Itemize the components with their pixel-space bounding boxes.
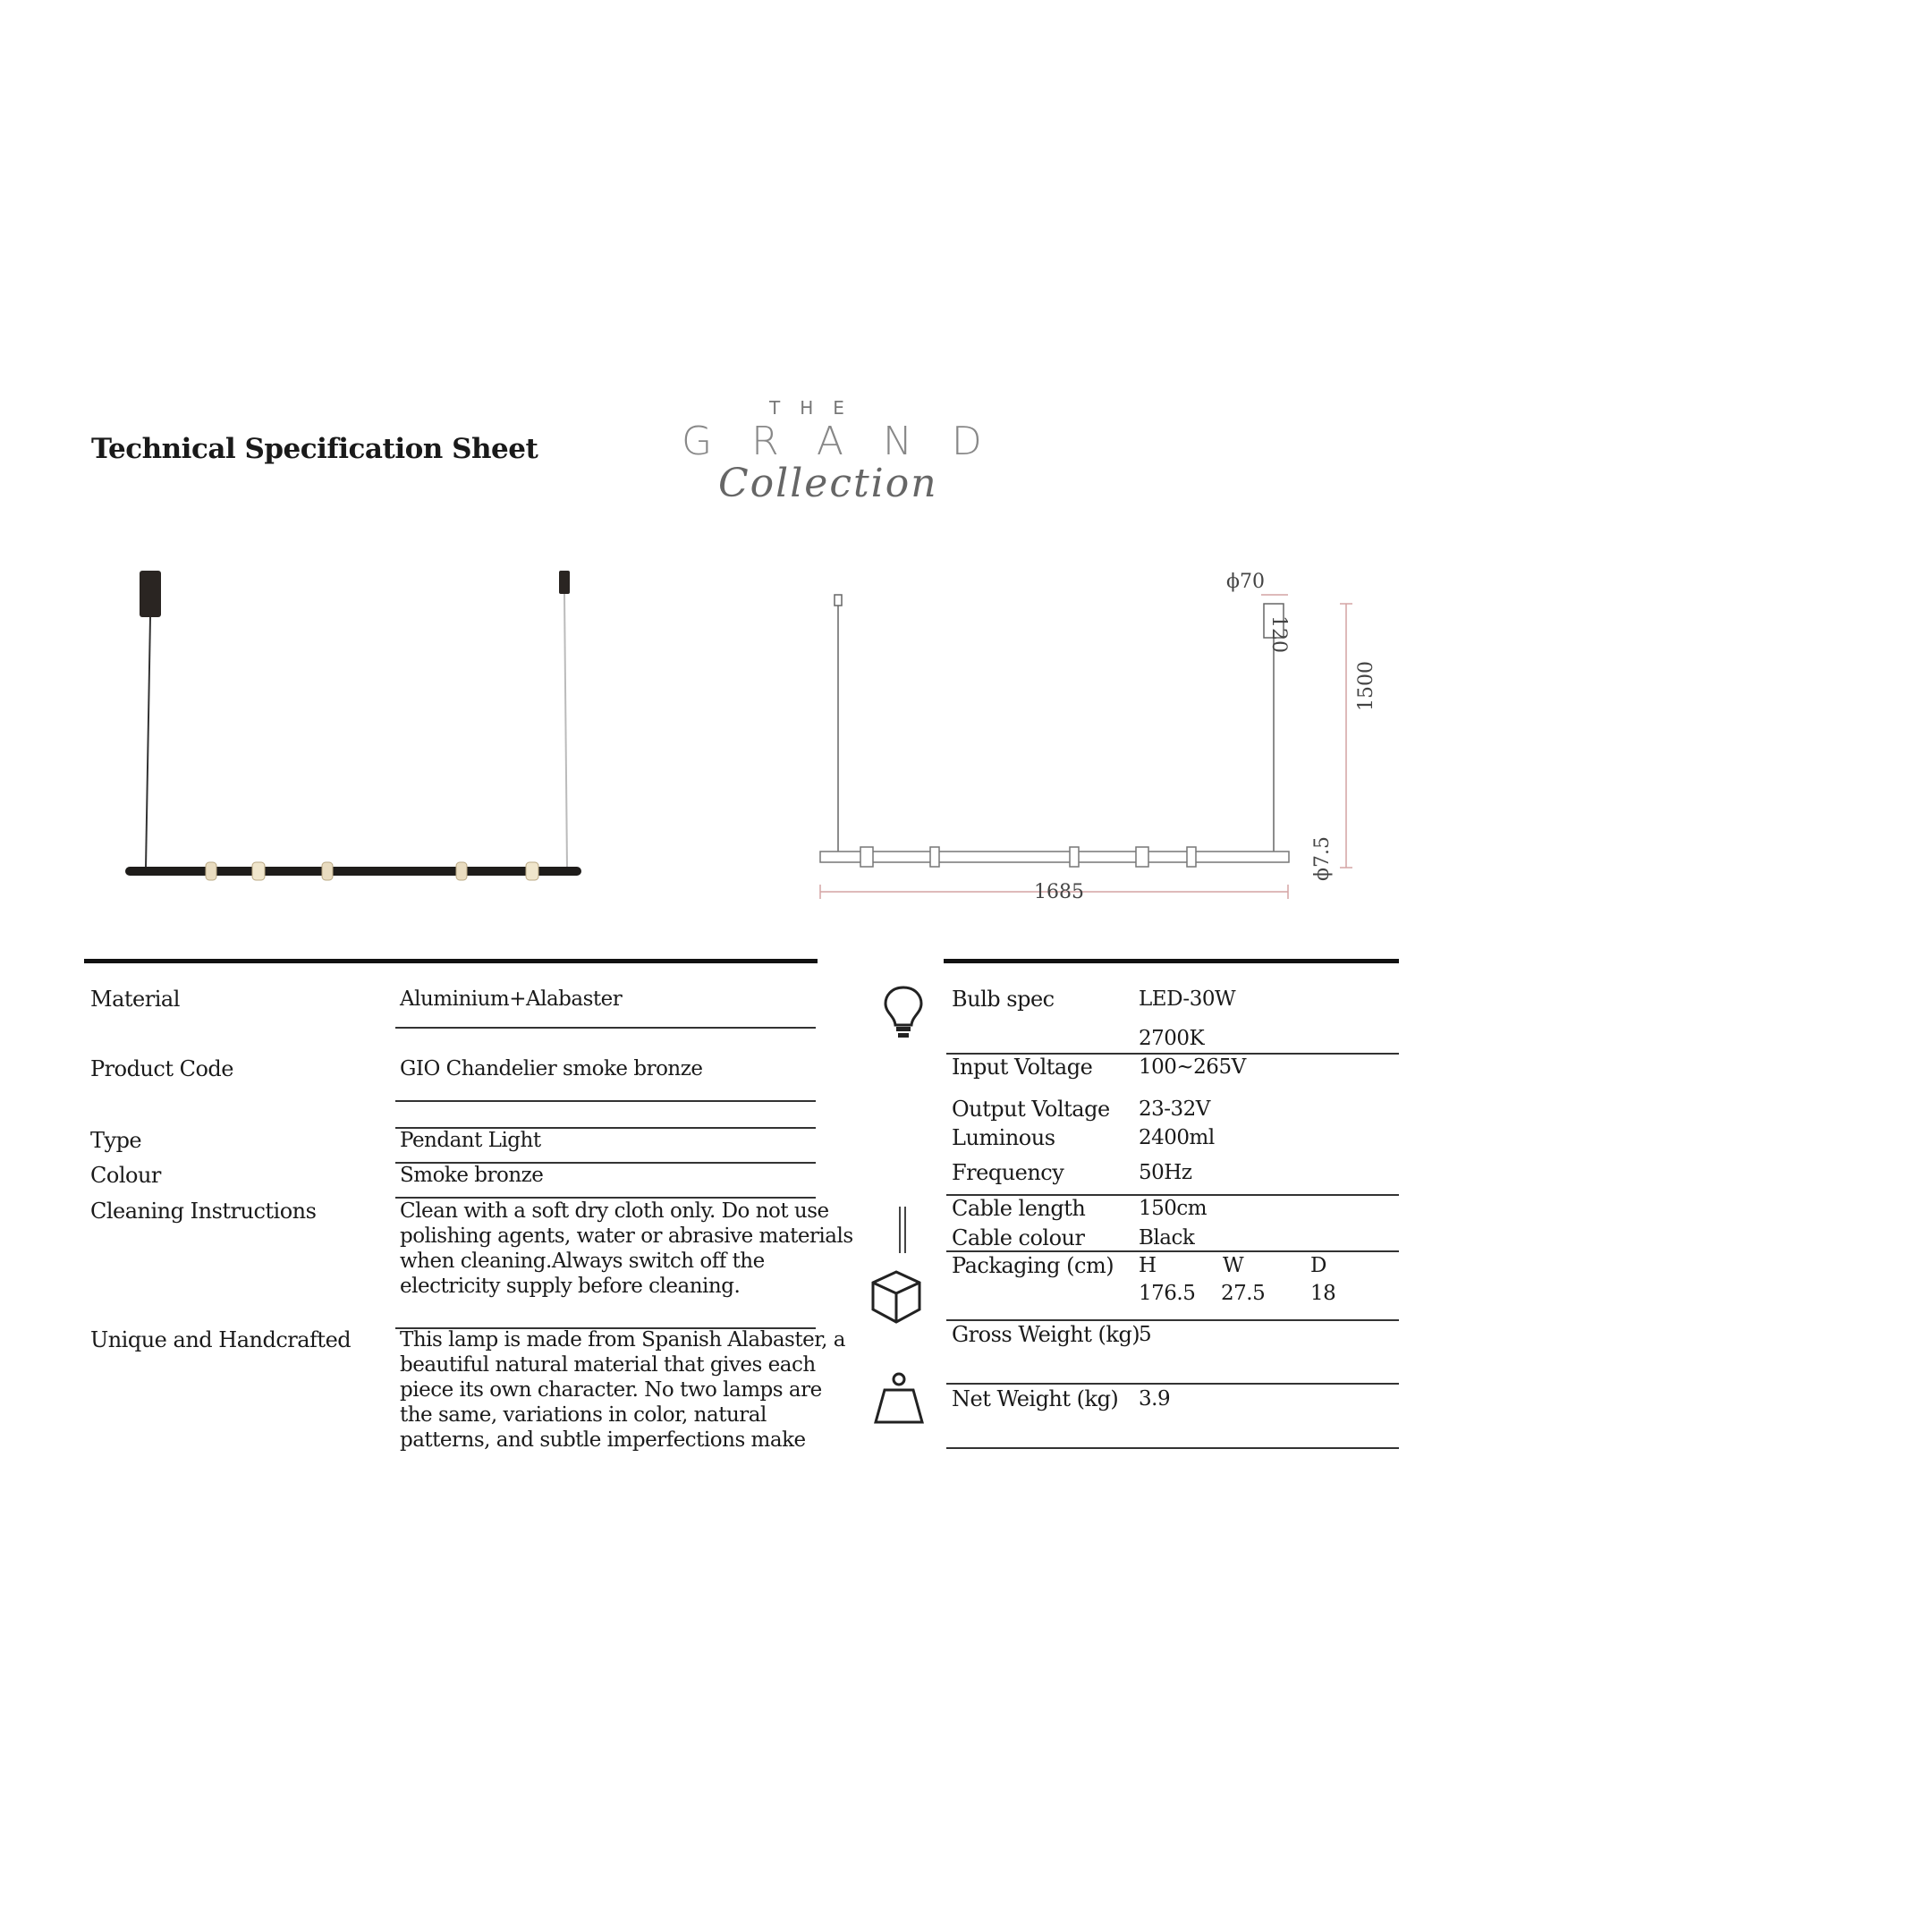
cable-colour-value: Black [1139, 1226, 1195, 1250]
bulb-label: Bulb spec [952, 987, 1055, 1012]
frequency-label: Frequency [952, 1160, 1064, 1185]
cable-length-label: Cable length [952, 1196, 1086, 1221]
material-label: Material [90, 987, 180, 1012]
divider [946, 1383, 1399, 1385]
pack-w-value: 27.5 [1221, 1282, 1266, 1305]
pack-h-value: 176.5 [1139, 1282, 1196, 1305]
product-code-value: GIO Chandelier smoke bronze [400, 1057, 703, 1080]
unique-line: the same, variations in color, natural [400, 1403, 767, 1427]
weight-icon [872, 1370, 926, 1426]
gross-weight-value: 5 [1139, 1323, 1152, 1346]
net-weight-value: 3.9 [1139, 1387, 1171, 1411]
output-voltage-value: 23-32V [1139, 1097, 1210, 1121]
bulb-value: LED-30W [1139, 987, 1236, 1011]
lightbulb-icon [880, 984, 927, 1041]
product-code-label: Product Code [90, 1056, 233, 1081]
input-voltage-value: 100~265V [1139, 1055, 1246, 1079]
table-bottom-rule [946, 1447, 1399, 1449]
dim-total-length: 1685 [1034, 881, 1084, 903]
cleaning-line: when cleaning.Always switch off the [400, 1250, 765, 1273]
cleaning-line: polishing agents, water or abrasive materials [400, 1224, 853, 1248]
table-top-rule [84, 959, 818, 963]
colour-label: Colour [90, 1163, 161, 1188]
unique-label: Unique and Handcrafted [90, 1327, 352, 1352]
luminous-value: 2400ml [1139, 1126, 1215, 1149]
cable-colour-label: Cable colour [952, 1225, 1085, 1250]
pack-d-value: 18 [1310, 1282, 1336, 1305]
dim-canopy-height: 120 [1267, 615, 1290, 653]
dim-rod-diameter: ϕ7.5 [1311, 836, 1334, 881]
pack-d-label: D [1310, 1254, 1326, 1277]
divider [395, 1100, 816, 1102]
unique-line: patterns, and subtle imperfections make [400, 1428, 806, 1452]
output-voltage-label: Output Voltage [952, 1097, 1110, 1122]
technical-drawing [805, 559, 1377, 917]
cleaning-label: Cleaning Instructions [90, 1199, 317, 1224]
material-value: Aluminium+Alabaster [400, 987, 623, 1011]
input-voltage-label: Input Voltage [952, 1055, 1093, 1080]
table-top-rule [944, 959, 1399, 963]
divider [946, 1319, 1399, 1321]
gross-weight-label: Gross Weight (kg) [952, 1322, 1140, 1347]
pack-h-label: H [1139, 1254, 1157, 1277]
logo-the: THE [769, 397, 864, 419]
colour-value: Smoke bronze [400, 1164, 544, 1187]
dim-canopy-diameter: ϕ70 [1226, 571, 1265, 593]
type-label: Type [90, 1128, 142, 1153]
dim-total-height: 1500 [1355, 661, 1377, 711]
product-photo [116, 564, 599, 894]
bulb-temp-value: 2700K [1139, 1027, 1205, 1050]
pack-w-label: W [1223, 1254, 1244, 1277]
package-box-icon [869, 1268, 923, 1326]
unique-line: piece its own character. No two lamps are [400, 1378, 822, 1402]
cable-icon [889, 1203, 916, 1257]
type-value: Pendant Light [400, 1129, 541, 1152]
unique-line: beautiful natural material that gives each [400, 1353, 816, 1377]
cleaning-line: Clean with a soft dry cloth only. Do not use [400, 1199, 829, 1223]
cleaning-text [400, 1199, 853, 1299]
frequency-value: 50Hz [1139, 1161, 1192, 1184]
logo-grand: GRAND [682, 419, 1021, 464]
unique-line: This lamp is made from Spanish Alabaster, a [400, 1328, 846, 1352]
divider [395, 1027, 816, 1029]
logo-collection: Collection [718, 461, 938, 506]
luminous-label: Luminous [952, 1125, 1055, 1150]
cleaning-line: electricity supply before cleaning. [400, 1275, 741, 1298]
cable-length-value: 150cm [1139, 1197, 1208, 1220]
packaging-label: Packaging (cm) [952, 1253, 1114, 1278]
net-weight-label: Net Weight (kg) [952, 1386, 1119, 1411]
unique-text [400, 1327, 845, 1453]
divider [946, 1250, 1399, 1252]
page-title: Technical Specification Sheet [91, 433, 538, 465]
